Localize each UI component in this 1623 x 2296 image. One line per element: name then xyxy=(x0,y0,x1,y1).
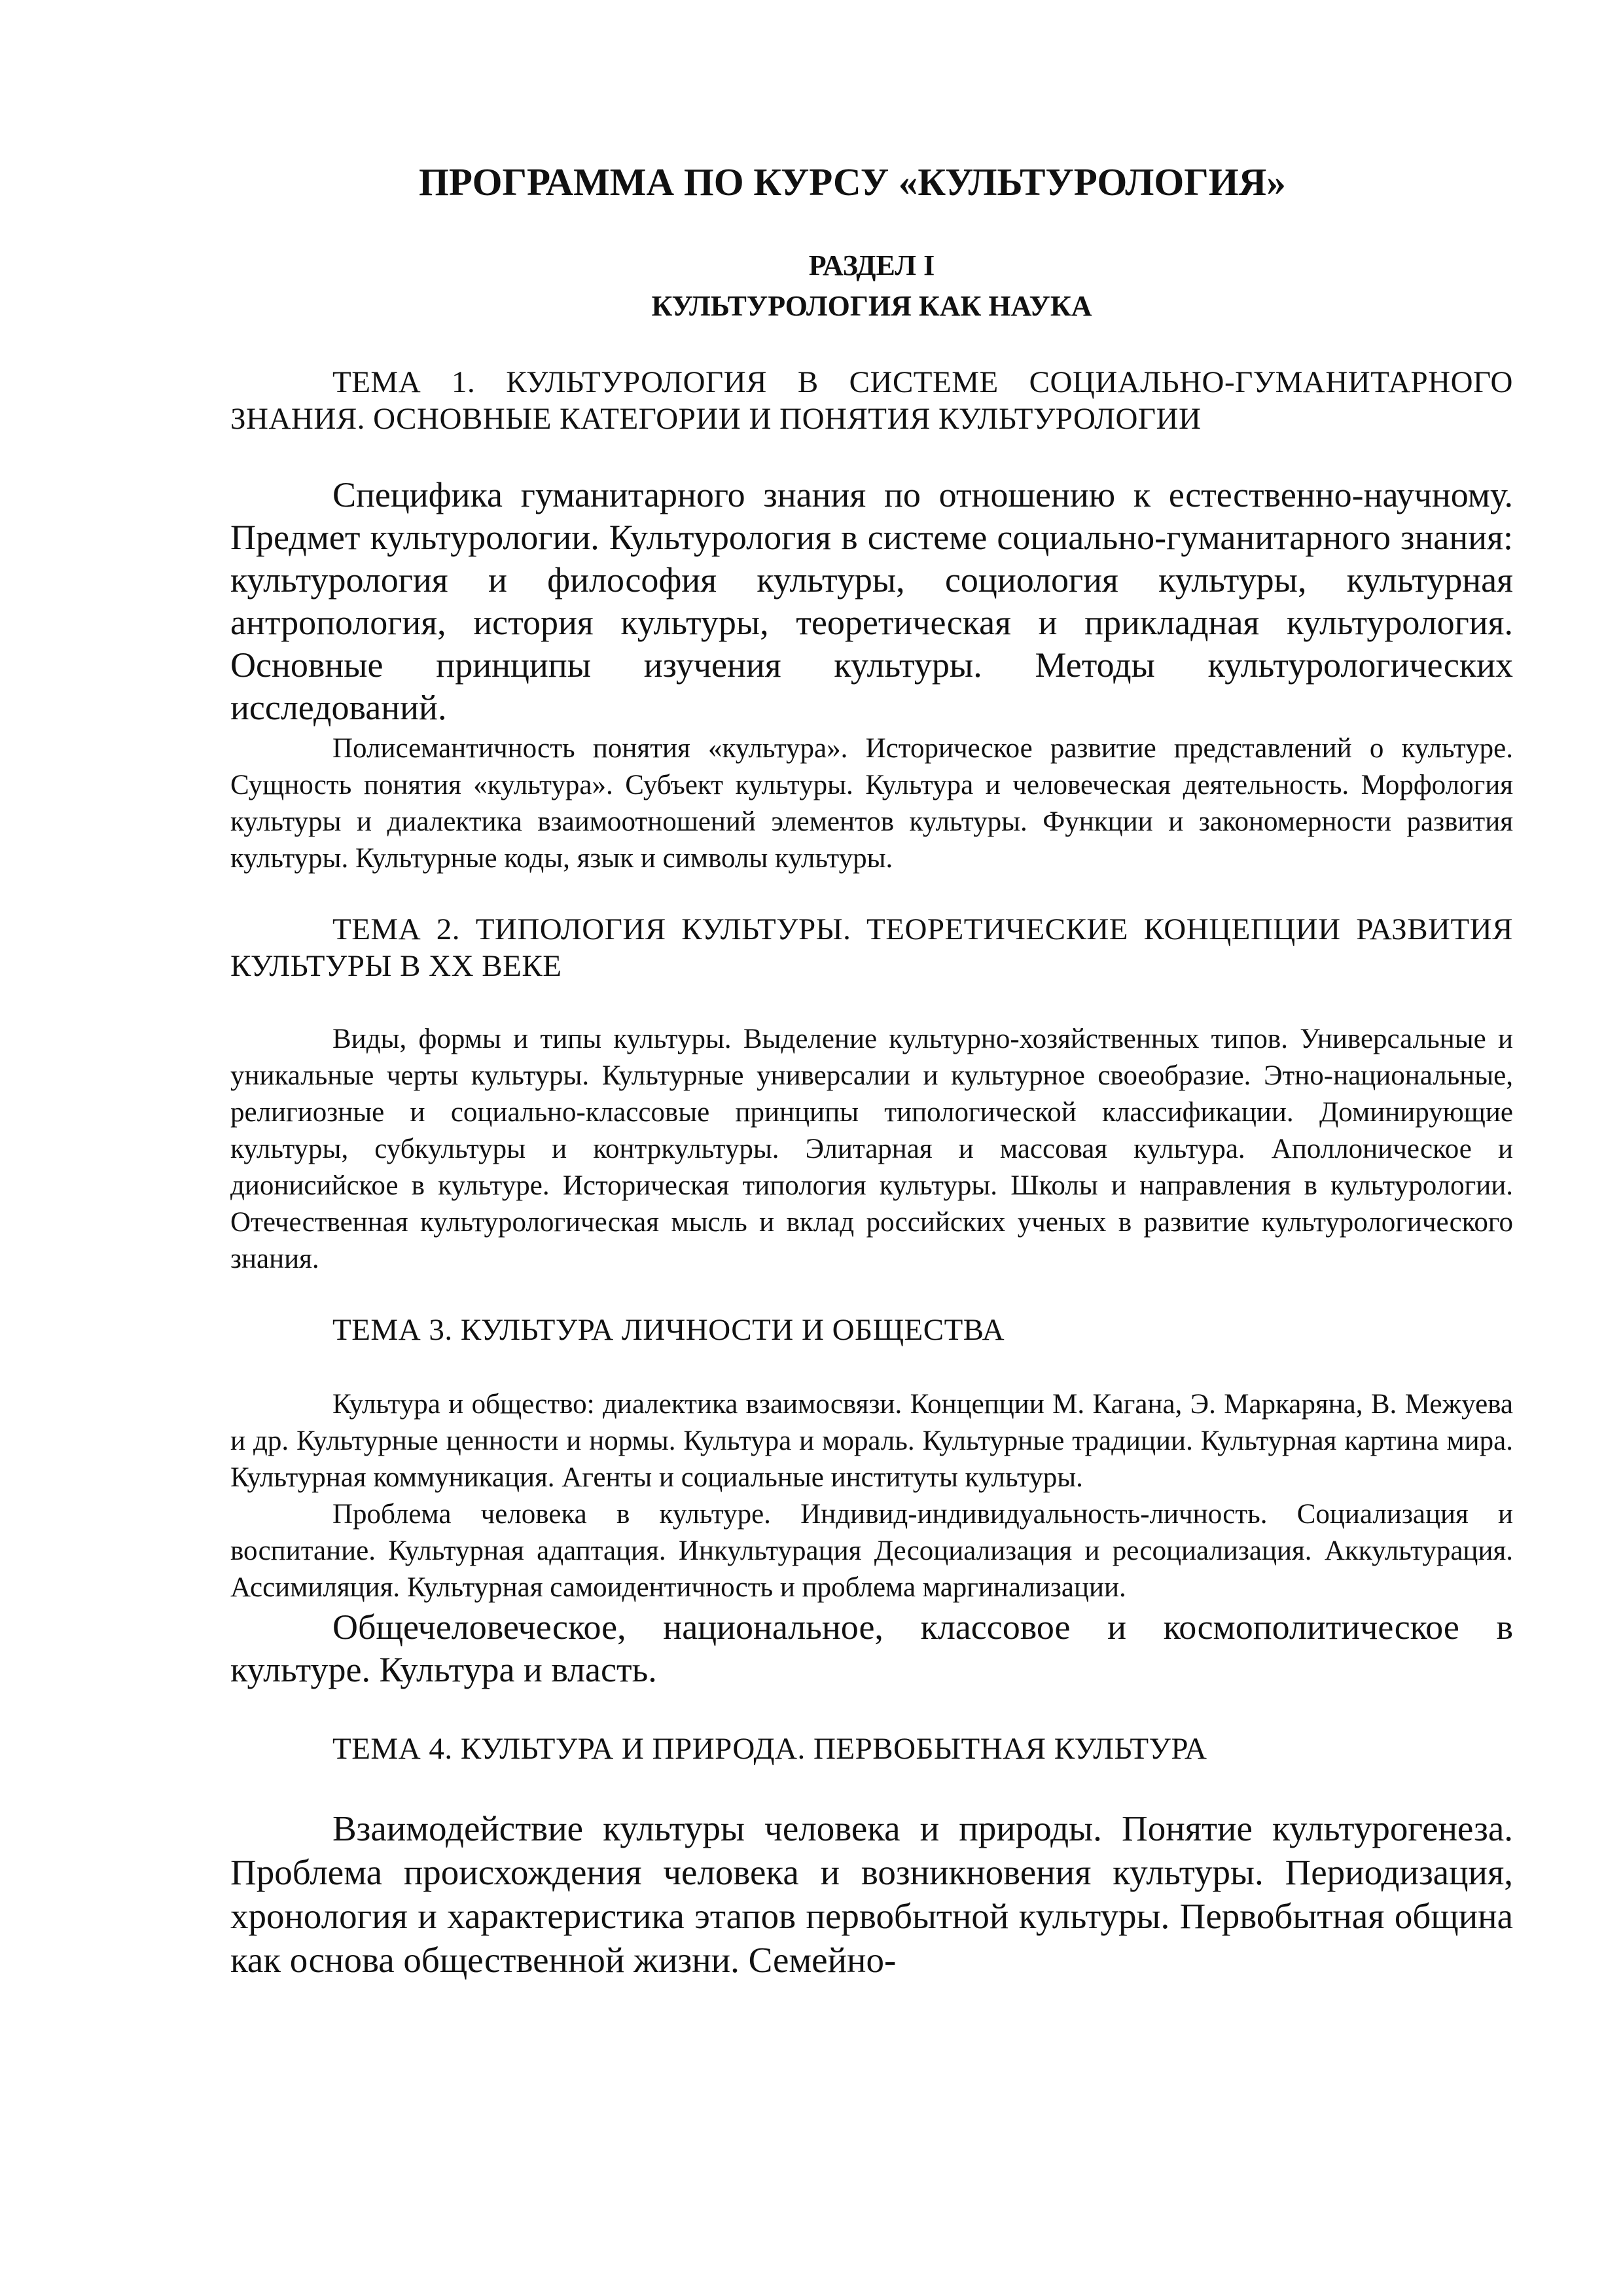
topic-2-paragraph-1: Виды, формы и типы культуры. Выделение культурно-хозяйственных типов. Универсальные и уникальные черты культуры. Культурные универсалии и культурное своеобразие. Этно-национальные, религиозные и социально-классовые принципы типологической классификации. Доминирующие культуры, субкультуры и контркультуры. Элитарная и массовая культура. Аполлоническое и дионисийское в культуре. Историческая типология культуры. Школы и направления в культурологии. Отечественная культурологическая мысль и вклад российских ученых в развитие культурологического знания. xyxy=(230,1024,1513,1274)
section-label: РАЗДЕЛ I xyxy=(808,249,935,281)
section-title: КУЛЬТУРОЛОГИЯ КАК НАУКА xyxy=(651,290,1092,322)
topic-3-paragraph-3: Общечеловеческое, национальное, классовое и космополитическое в культуре. Культура и власть. xyxy=(230,1607,1513,1689)
topic-4-heading: ТЕМА 4. КУЛЬТУРА И ПРИРОДА. ПЕРВОБЫТНАЯ КУЛЬТУРА xyxy=(332,1732,1207,1766)
topic-3-paragraph-2: Проблема человека в культуре. Индивид-индивидуальность-личность. Социализация и воспитание. Культурная адаптация. Инкультурация Десоциализация и ресоциализация. Аккультурация. Ассимиляция. Культурная самоидентичность и проблема маргинализации. xyxy=(230,1499,1513,1603)
topic-3-heading: ТЕМА 3. КУЛЬТУРА ЛИЧНОСТИ И ОБЩЕСТВА xyxy=(332,1313,1005,1347)
topic-4-paragraph-1: Взаимодействие культуры человека и природы. Понятие культурогенеза. Проблема происхождения человека и возникновения культуры. Периодизация, хронология и характеристика этапов первобытной культуры. Первобытная община как основа общественной жизни. Семейно- xyxy=(230,1808,1513,1980)
topic-1-paragraph-1: Специфика гуманитарного знания по отношению к естественно-научному. Предмет культурологии. Культурология в системе социально-гуманитарного знания: культурология и философия культуры, социология культуры, культурная антропология, история культуры, теоретическая и прикладная культурология. Основные принципы изучения культуры. Методы культурологических исследований. xyxy=(230,475,1513,727)
topic-2-heading: ТЕМА 2. ТИПОЛОГИЯ КУЛЬТУРЫ. ТЕОРЕТИЧЕСКИЕ КОНЦЕПЦИИ РАЗВИТИЯ КУЛЬТУРЫ В XX ВЕКЕ xyxy=(230,912,1513,983)
document-title: ПРОГРАММА ПО КУРСУ «КУЛЬТУРОЛОГИЯ» xyxy=(419,160,1286,204)
topic-1-heading: ТЕМА 1. КУЛЬТУРОЛОГИЯ В СИСТЕМЕ СОЦИАЛЬНО-ГУМАНИТАРНОГО ЗНАНИЯ. ОСНОВНЫЕ КАТЕГОРИИ И ПОНЯТИЯ КУЛЬТУРОЛОГИИ xyxy=(230,365,1513,436)
topic-3-paragraph-1: Культура и общество: диалектика взаимосвязи. Концепции М. Кагана, Э. Маркаряна, В. Межуева и др. Культурные ценности и нормы. Культура и мораль. Культурные традиции. Культурная картина мира. Культурная коммуникация. Агенты и социальные институты культуры. xyxy=(230,1389,1513,1493)
document-body xyxy=(230,154,1513,1982)
topic-1-paragraph-2: Полисемантичность понятия «культура». Историческое развитие представлений о культуре. Сущность понятия «культура». Субъект культуры. Культура и человеческая деятельность. Морфология культуры и диалектика взаимоотношений элементов культуры. Функции и закономерности развития культуры. Культурные коды, язык и символы культуры. xyxy=(230,733,1513,874)
